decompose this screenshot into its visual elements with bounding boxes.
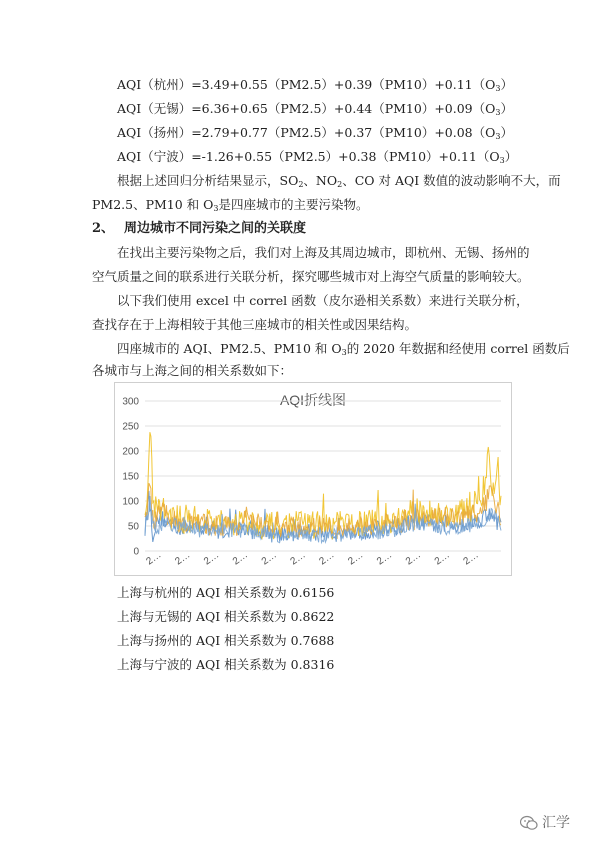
conclusion-line-2: PM2.5、PM10 和 $O_3$是四座城市的主要污染物。 [92, 197, 369, 213]
chart-svg [115, 383, 511, 575]
y-tick-label: 50 [127, 521, 139, 533]
x-tick-label: 2… [230, 549, 250, 568]
section-title: 周边城市不同污染之间的关联度 [124, 221, 307, 236]
x-tick-label: 2… [461, 549, 481, 568]
x-tick-label: 2… [432, 549, 452, 568]
correlation-hangzhou: 上海与杭州的 AQI 相关系数为 0.6156 [117, 585, 335, 600]
para1-line2: 空气质量之间的联系进行关联分析，探究哪些城市对上海空气质量的影响较大。 [92, 269, 530, 284]
y-tick-label: 300 [122, 396, 139, 408]
wechat-icon [520, 815, 538, 831]
para3-line2: 各城市与上海之间的相关系数如下： [92, 363, 293, 378]
x-tick-label: 2… [288, 549, 308, 568]
conclusion-line-1: 根据上述回归分析结果显示，$SO_2$、$NO_2$、CO 对 AQI 数值的波动影响不大，而 [117, 173, 561, 189]
x-tick-labels [144, 550, 480, 568]
regression-line-wuxi: AQI（无锡）$=6.36+0.65(PM2.5)+0.44(PM10)+0.09(O_3)$ [117, 101, 513, 117]
correlation-ningbo: 上海与宁波的 AQI 相关系数为 0.8316 [117, 657, 335, 672]
watermark-text: 汇学 [542, 814, 570, 830]
aqi-line-chart [114, 382, 512, 576]
section-heading [92, 220, 306, 238]
x-tick-label: 2… [259, 549, 279, 568]
x-tick-label: 2… [144, 549, 164, 568]
watermark [520, 812, 570, 832]
regression-line-ningbo: AQI（宁波）$=-1.26+0.55(PM2.5)+0.38(PM10)+0.11(O_3)$ [117, 149, 518, 165]
x-tick-label: 2… [403, 549, 423, 568]
x-tick-label: 2… [173, 549, 193, 568]
regression-line-yangzhou: AQI（扬州）$=2.79+0.77(PM2.5)+0.37(PM10)+0.08(O_3)$ [117, 125, 513, 141]
para3-line1: 四座城市的 AQI、PM2.5、PM10 和 $O_3$的 2020 年数据和经使用 correl 函数后 [117, 341, 570, 357]
para2-line2: 查找存在于上海相较于其他三座城市的相关性或因果结构。 [92, 317, 418, 332]
x-tick-label: 2… [346, 549, 366, 568]
chart-title: AQI折线图 [279, 392, 347, 408]
x-tick-label: 2… [375, 549, 395, 568]
y-tick-labels [122, 397, 139, 558]
correlation-wuxi: 上海与无锡的 AQI 相关系数为 0.8622 [117, 609, 335, 624]
section-number: 2、 [92, 221, 115, 236]
y-tick-label: 150 [122, 471, 139, 483]
y-tick-label: 0 [133, 546, 139, 558]
correlation-yangzhou: 上海与扬州的 AQI 相关系数为 0.7688 [117, 633, 335, 648]
para2-line1: 以下我们使用 excel 中 correl 函数（皮尔逊相关系数）来进行关联分析， [117, 293, 529, 308]
regression-line-hangzhou: AQI（杭州）$=3.49+0.55(PM2.5)+0.39(PM10)+0.11(O_3)$ [117, 77, 513, 93]
para1-line1: 在找出主要污染物之后，我们对上海及其周边城市，即杭州、无锡、扬州的 [117, 245, 530, 260]
y-tick-label: 200 [122, 446, 139, 458]
y-tick-label: 250 [122, 421, 139, 433]
x-tick-label: 2… [317, 549, 337, 568]
y-tick-label: 100 [122, 496, 139, 508]
x-tick-label: 2… [202, 549, 222, 568]
